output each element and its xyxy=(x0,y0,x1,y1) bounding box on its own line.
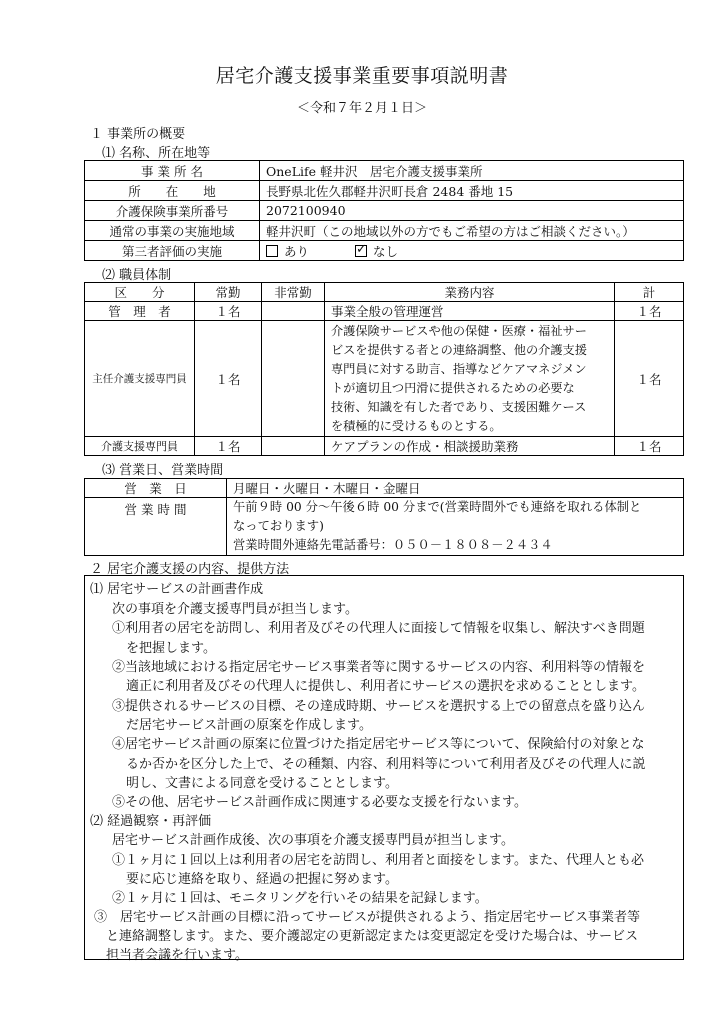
staff-joukin: １名 xyxy=(195,437,262,456)
staff-joukin: １名 xyxy=(195,321,262,437)
staff-table xyxy=(84,282,684,456)
section-1-2-heading: ⑵ 職員体制 xyxy=(102,268,172,283)
business-hours-line: 午前９時 00 分～午後６時 00 分まで(営業時間外でも連絡を取れる体制と xyxy=(233,500,642,514)
address-label: 所 在 地 xyxy=(85,181,260,201)
duty-line: 技術、知識を有した者であり、支援困難ケース xyxy=(331,399,587,414)
paragraph-line: 適正に利用者及びその代理人に提供し、利用者にサービスの選択を求めることとします。 xyxy=(126,679,645,694)
paragraph-line: ④居宅サービス計画の原案に位置づけた指定居宅サービス等について、保険給付の対象とな xyxy=(112,737,645,752)
paragraph-line: ②１ヶ月に１回は、モニタリングを行いその結果を記録します。 xyxy=(112,891,488,906)
staff-naiyou: ケアプランの作成・相談援助業務 xyxy=(325,437,615,456)
paragraph-line: 居宅サービス計画作成後、次の事項を介護支援専門員が担当します。 xyxy=(112,833,514,848)
staff-kei: １名 xyxy=(615,437,684,456)
staff-header-naiyou: 業務内容 xyxy=(325,283,615,302)
duty-line: ビスを提供する者との連絡調整、他の介護支援 xyxy=(331,342,587,357)
section-1-3-heading: ⑶ 営業日、営業時間 xyxy=(102,463,224,478)
office-number-label: 介護保険事業所番号 xyxy=(85,201,260,221)
section-1-heading: １ 事業所の概要 xyxy=(90,127,186,142)
staff-header-kei: 計 xyxy=(615,283,684,302)
paragraph-line: るか否かを区分した上で、その種類、内容、利用料等について利用者及びその代理人に説 xyxy=(126,757,646,772)
staff-hijoukin xyxy=(262,302,325,321)
section-2-heading: ２ 居宅介護支援の内容、提供方法 xyxy=(90,562,290,577)
table-row xyxy=(85,321,684,437)
business-hours-line: なっております) xyxy=(233,519,324,533)
paragraph-line: 次の事項を介護支援専門員が担当します。 xyxy=(112,602,358,617)
business-day-label: 営 業 日 xyxy=(85,479,227,498)
checkbox-no[interactable] xyxy=(355,245,367,257)
duty-line: を積極的に受けるものとする。 xyxy=(331,418,502,433)
staff-hijoukin xyxy=(262,321,325,437)
checkbox-yes[interactable] xyxy=(266,245,278,257)
paragraph-line: 明し、文書による同意を受けることとします。 xyxy=(126,776,398,791)
document-title: 居宅介護支援事業重要事項説明書 xyxy=(215,65,509,87)
option-no-label: なし xyxy=(372,243,398,259)
paragraph-line: ⑤その他、居宅サービス計画作成に関連する必要な支援を行ないます。 xyxy=(112,795,527,810)
staff-kei: １名 xyxy=(615,321,684,437)
paragraph-line: ③ 居宅サービス計画の目標に沿ってサービスが提供されるよう、指定居宅サービス事業者等 xyxy=(94,910,641,925)
address-value: 長野県北佐久郡軽井沢町長倉 2484 番地 15 xyxy=(260,181,684,201)
duty-line: トが適切且つ円滑に提供されるための必要な xyxy=(331,380,575,395)
staff-joukin: １名 xyxy=(195,302,262,321)
table-row xyxy=(85,302,684,321)
office-name-label: 事 業 所 名 xyxy=(85,161,260,181)
staff-kubun: 介護支援専門員 xyxy=(85,437,195,456)
office-name-value: OneLife 軽井沢 居宅介護支援事業所 xyxy=(260,161,684,181)
office-info-table xyxy=(84,160,684,261)
option-yes-label: あり xyxy=(284,243,310,259)
paragraph-line: 要に応じ連絡を取り、経過の把握に努めます。 xyxy=(126,872,398,887)
paragraph-line: だ居宅サービス計画の原案を作成します。 xyxy=(126,718,372,733)
paragraph-line: 担当者会議を行います。 xyxy=(106,948,248,963)
staff-naiyou: 事業全般の管理運営 xyxy=(325,302,615,321)
staff-kubun: 管 理 者 xyxy=(85,302,195,321)
subsection-heading: ⑴ 居宅サービスの計画書作成 xyxy=(90,582,264,597)
third-party-eval-value xyxy=(260,241,684,261)
paragraph-line: ②当該地域における指定居宅サービス事業者等に関するサービスの内容、利用料等の情報を xyxy=(112,660,646,675)
staff-header-joukin: 常勤 xyxy=(195,283,262,302)
business-hours-label: 営 業 時 間 xyxy=(85,498,227,556)
paragraph-line: ③提供されるサービスの目標、その達成時期、サービスを選択する上での留意点を盛り込ん xyxy=(112,699,646,714)
third-party-eval-label: 第三者評価の実施 xyxy=(85,241,260,261)
section-1-1-heading: ⑴ 名称、所在地等 xyxy=(102,146,211,161)
staff-header-kubun: 区 分 xyxy=(85,283,195,302)
service-area-value: 軽井沢町（この地域以外の方でもご希望の方はご相談ください。） xyxy=(260,221,684,241)
service-area-label: 通常の事業の実施地域 xyxy=(85,221,260,241)
paragraph-line: を把握します。 xyxy=(126,641,216,656)
staff-header-hijoukin: 非常勤 xyxy=(262,283,325,302)
staff-kei: １名 xyxy=(615,302,684,321)
hours-table xyxy=(84,478,684,556)
table-row xyxy=(85,437,684,456)
business-day-value: 月曜日・火曜日・木曜日・金曜日 xyxy=(227,479,684,498)
subsection-heading: ⑵ 経過観察・再評価 xyxy=(90,814,212,829)
document-date: ＜令和７年２月１日＞ xyxy=(296,101,427,116)
office-number-value: 2072100940 xyxy=(260,201,684,221)
staff-hijoukin xyxy=(262,437,325,456)
after-hours-phone: 営業時間外連絡先電話番号：０５０－１８０８－２４３４ xyxy=(233,538,553,552)
duty-line: 専門員に対する助言、指導などケアマネジメン xyxy=(331,361,587,376)
paragraph-line: と連絡調整します。また、要介護認定の更新認定または変更認定を受けた場合は、サービス xyxy=(106,929,638,944)
paragraph-line: ①利用者の居宅を訪問し、利用者及びその代理人に面接して情報を収集し、解決すべき問題 xyxy=(112,621,645,636)
staff-kubun: 主任介護支援専門員 xyxy=(85,321,195,437)
duty-line: 介護保険サービスや他の保健・医療・福祉サー xyxy=(331,323,587,338)
paragraph-line: ①１ヶ月に１回以上は利用者の居宅を訪問し、利用者と面接をします。また、代理人とも必 xyxy=(112,853,644,868)
